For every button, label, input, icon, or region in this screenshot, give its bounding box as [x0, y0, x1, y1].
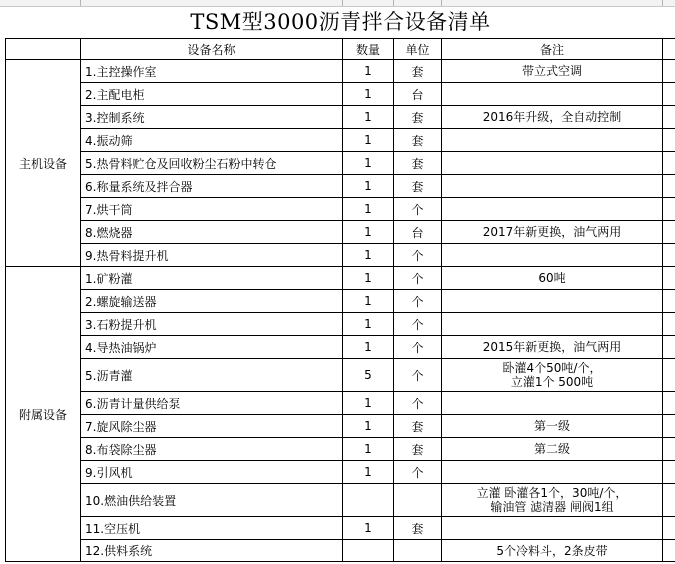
note-cell[interactable] — [442, 106, 663, 129]
note-line: 立灌1个 500吨 — [510, 375, 594, 389]
note-cell[interactable] — [442, 461, 663, 484]
table-row — [6, 392, 675, 415]
note-cell[interactable] — [442, 540, 663, 562]
extra-cell[interactable] — [663, 461, 675, 484]
unit-cell[interactable]: 台 — [394, 221, 442, 244]
name-cell[interactable]: 4.振动筛 — [81, 129, 343, 152]
qty-cell[interactable]: 1 — [343, 313, 394, 336]
table-row — [6, 106, 675, 129]
extra-cell[interactable] — [663, 517, 675, 540]
table-row — [6, 484, 675, 517]
name-cell[interactable]: 2.主配电柜 — [81, 83, 343, 106]
table-row — [6, 290, 675, 313]
qty-cell[interactable]: 1 — [343, 517, 394, 540]
name-cell[interactable]: 5.沥青灌 — [81, 359, 343, 392]
qty-cell[interactable]: 1 — [343, 438, 394, 461]
note-line: 2016年升级，全自动控制 — [482, 110, 622, 124]
note-cell[interactable] — [442, 129, 663, 152]
qty-cell[interactable]: 1 — [343, 290, 394, 313]
note-cell[interactable] — [442, 152, 663, 175]
qty-cell[interactable]: 5 — [343, 359, 394, 392]
note-cell[interactable] — [442, 438, 663, 461]
name-cell[interactable]: 9.热骨料提升机 — [81, 244, 343, 267]
extra-cell[interactable] — [663, 290, 675, 313]
unit-cell[interactable]: 个 — [394, 290, 442, 313]
note-line: 立灌 卧灌各1个，30吨/个， — [476, 486, 628, 500]
extra-cell[interactable] — [663, 221, 675, 244]
extra-cell[interactable] — [663, 244, 675, 267]
name-cell[interactable]: 2.螺旋输送器 — [81, 290, 343, 313]
note-cell[interactable] — [442, 175, 663, 198]
note-cell[interactable] — [442, 244, 663, 267]
unit-cell[interactable]: 套 — [394, 129, 442, 152]
unit-cell[interactable] — [394, 484, 442, 517]
name-cell[interactable]: 5.热骨料贮仓及回收粉尘石粉中转仓 — [81, 152, 343, 175]
header-qty[interactable]: 数量 — [343, 39, 394, 60]
unit-cell[interactable]: 个 — [394, 392, 442, 415]
extra-cell[interactable] — [663, 175, 675, 198]
name-cell[interactable]: 6.沥青计量供给泵 — [81, 392, 343, 415]
name-cell[interactable]: 3.石粉提升机 — [81, 313, 343, 336]
note-cell[interactable] — [442, 83, 663, 106]
note-line: 2015年新更换，油气两用 — [482, 340, 622, 354]
table-row — [6, 415, 675, 438]
unit-cell[interactable] — [394, 540, 442, 562]
unit-cell[interactable]: 套 — [394, 60, 442, 83]
note-cell[interactable] — [442, 336, 663, 359]
note-cell[interactable] — [442, 392, 663, 415]
extra-cell[interactable] — [663, 484, 675, 517]
qty-cell[interactable]: 1 — [343, 221, 394, 244]
name-cell[interactable]: 12.供料系统 — [81, 540, 343, 562]
header-row — [6, 39, 675, 60]
name-cell[interactable]: 8.布袋除尘器 — [81, 438, 343, 461]
category-cell[interactable]: 附属设备 — [6, 267, 81, 562]
unit-cell[interactable]: 套 — [394, 438, 442, 461]
unit-cell[interactable]: 个 — [394, 359, 442, 392]
table-row — [6, 359, 675, 392]
table-row — [6, 313, 675, 336]
extra-cell[interactable] — [663, 336, 675, 359]
name-cell[interactable]: 10.燃油供给装置 — [81, 484, 343, 517]
table-row — [6, 438, 675, 461]
qty-cell[interactable]: 1 — [343, 198, 394, 221]
header-blank-cell[interactable] — [6, 39, 81, 60]
note-cell[interactable] — [442, 290, 663, 313]
qty-cell[interactable]: 1 — [343, 244, 394, 267]
qty-cell[interactable]: 1 — [343, 461, 394, 484]
table-row — [6, 221, 675, 244]
note-cell[interactable] — [442, 313, 663, 336]
header-unit[interactable]: 单位 — [394, 39, 442, 60]
name-cell[interactable]: 11.空压机 — [81, 517, 343, 540]
qty-cell[interactable]: 1 — [343, 415, 394, 438]
extra-cell[interactable] — [663, 198, 675, 221]
note-cell[interactable] — [442, 60, 663, 83]
extra-cell[interactable] — [663, 60, 675, 83]
note-line: 输油管 滤清器 闸阀1组 — [490, 500, 614, 514]
qty-cell[interactable] — [343, 484, 394, 517]
name-cell[interactable]: 4.导热油锅炉 — [81, 336, 343, 359]
header-name[interactable]: 设备名称 — [81, 39, 343, 60]
note-cell[interactable] — [442, 198, 663, 221]
extra-cell[interactable] — [663, 392, 675, 415]
table-row — [6, 540, 675, 562]
equipment-table — [5, 38, 675, 562]
unit-cell[interactable]: 套 — [394, 106, 442, 129]
table-row — [6, 461, 675, 484]
unit-cell[interactable]: 个 — [394, 461, 442, 484]
note-cell[interactable] — [442, 484, 663, 517]
unit-cell[interactable]: 套 — [394, 415, 442, 438]
extra-cell[interactable] — [663, 415, 675, 438]
extra-cell[interactable] — [663, 313, 675, 336]
extra-cell[interactable] — [663, 106, 675, 129]
qty-cell[interactable]: 1 — [343, 175, 394, 198]
name-cell[interactable]: 3.控制系统 — [81, 106, 343, 129]
note-cell[interactable] — [442, 267, 663, 290]
table-body — [6, 60, 675, 562]
extra-cell[interactable] — [663, 359, 675, 392]
qty-cell[interactable]: 1 — [343, 336, 394, 359]
header-note[interactable]: 备注 — [442, 39, 663, 60]
note-line: 第二级 — [533, 442, 570, 456]
unit-cell[interactable]: 套 — [394, 517, 442, 540]
name-cell[interactable]: 7.旋风除尘器 — [81, 415, 343, 438]
qty-cell[interactable]: 1 — [343, 83, 394, 106]
extra-cell[interactable] — [663, 129, 675, 152]
sheet-title: TSM型3000沥青拌合设备清单 — [190, 10, 491, 34]
qty-cell[interactable]: 1 — [343, 60, 394, 83]
note-line: 卧灌4个50吨/个， — [502, 361, 602, 375]
name-cell[interactable]: 1.矿粉灌 — [81, 267, 343, 290]
unit-cell[interactable]: 套 — [394, 152, 442, 175]
qty-cell[interactable]: 1 — [343, 106, 394, 129]
note-cell[interactable] — [442, 415, 663, 438]
note-line: 第一级 — [533, 419, 570, 433]
qty-cell[interactable]: 1 — [343, 129, 394, 152]
extra-cell[interactable] — [663, 540, 675, 562]
table-row — [6, 517, 675, 540]
extra-cell[interactable] — [663, 39, 675, 60]
note-cell[interactable] — [442, 359, 663, 392]
unit-cell[interactable]: 台 — [394, 83, 442, 106]
table-row — [6, 336, 675, 359]
category-cell[interactable]: 主机设备 — [6, 60, 81, 267]
note-line: 2017年新更换，油气两用 — [482, 225, 622, 239]
table-row — [6, 60, 675, 83]
extra-cell[interactable] — [663, 152, 675, 175]
extra-cell[interactable] — [663, 83, 675, 106]
note-line: 带立式空调 — [521, 64, 582, 78]
name-cell[interactable]: 6.称量系统及拌合器 — [81, 175, 343, 198]
table-row — [6, 152, 675, 175]
extra-cell[interactable] — [663, 438, 675, 461]
table-row — [6, 198, 675, 221]
name-cell[interactable]: 1.主控操作室 — [81, 60, 343, 83]
unit-cell[interactable]: 套 — [394, 175, 442, 198]
name-cell[interactable]: 8.燃烧器 — [81, 221, 343, 244]
unit-cell[interactable]: 个 — [394, 313, 442, 336]
table-row — [6, 175, 675, 198]
name-cell[interactable]: 7.烘干筒 — [81, 198, 343, 221]
note-cell[interactable] — [442, 517, 663, 540]
unit-cell[interactable]: 个 — [394, 267, 442, 290]
qty-cell[interactable]: 1 — [343, 392, 394, 415]
unit-cell[interactable]: 个 — [394, 244, 442, 267]
table-row — [6, 244, 675, 267]
note-cell[interactable] — [442, 221, 663, 244]
table-row — [6, 129, 675, 152]
extra-cell[interactable] — [663, 267, 675, 290]
table-row — [6, 267, 675, 290]
note-line: 5个冷料斗，2条皮带 — [496, 543, 608, 558]
unit-cell[interactable]: 个 — [394, 336, 442, 359]
qty-cell[interactable]: 1 — [343, 267, 394, 290]
name-cell[interactable]: 9.引风机 — [81, 461, 343, 484]
qty-cell[interactable] — [343, 540, 394, 562]
table-row — [6, 83, 675, 106]
unit-cell[interactable]: 个 — [394, 198, 442, 221]
qty-cell[interactable]: 1 — [343, 152, 394, 175]
note-line: 60吨 — [538, 271, 566, 285]
